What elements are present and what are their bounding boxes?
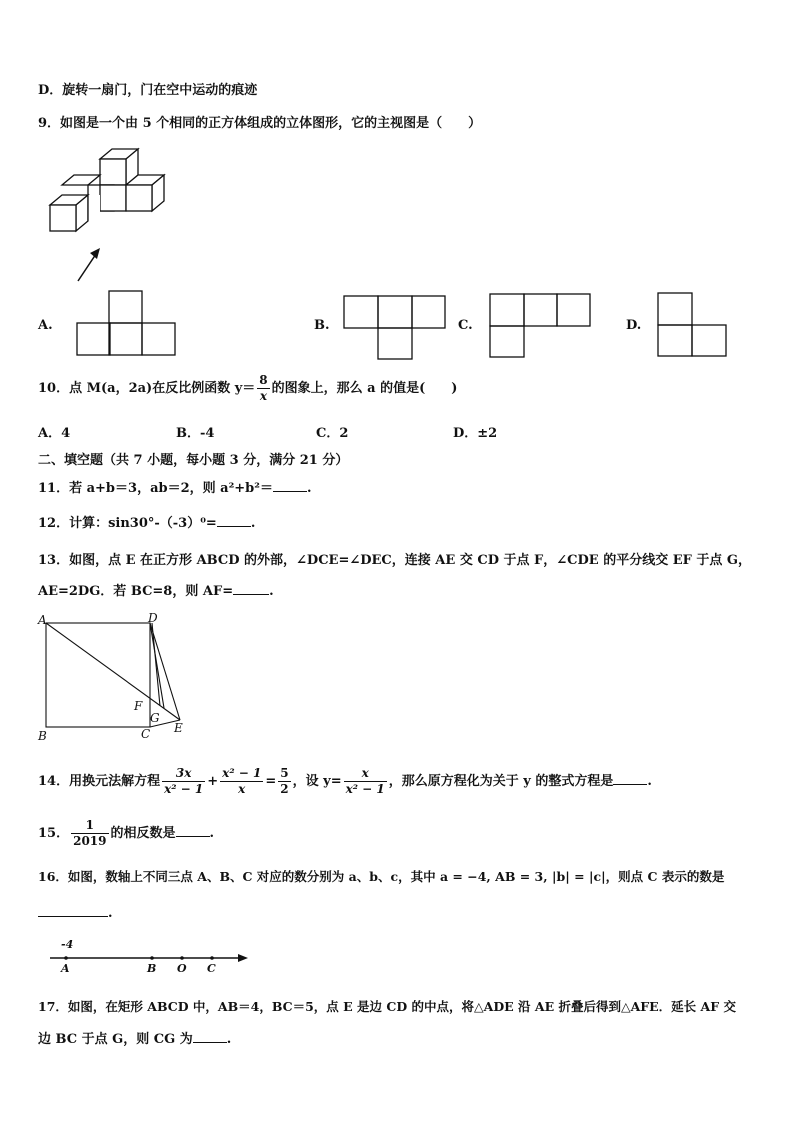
q15-frac-den: 2019 — [73, 834, 107, 848]
q14-frac-1-den: x² − 1 — [164, 782, 204, 796]
q10-frac-num: 8 — [259, 373, 268, 387]
q13-geometry-figure — [34, 612, 186, 744]
q13-line2 — [38, 582, 274, 601]
q15-stem-a: 15． — [38, 826, 70, 841]
q14-tail: . — [647, 774, 652, 789]
q15-fraction — [71, 818, 108, 849]
q16-answer-blank[interactable] — [38, 904, 108, 917]
q16-point-c — [210, 956, 214, 960]
q14-frac-4 — [344, 766, 387, 797]
q13-line1: 13．如图，点 E 在正方形 ABCD 的外部，∠DCE=∠DEC，连接 AE 交 CD 于点 F，∠CDE 的平分线交 EF 于点 G， — [38, 553, 752, 568]
q10-option-c[interactable]: C．2 — [316, 426, 349, 441]
q15-answer-blank[interactable] — [176, 824, 210, 837]
q13-line2-text: AE=2DG．若 BC=8，则 AF= — [38, 584, 234, 599]
q10-option-b[interactable]: B．-4 — [176, 426, 215, 441]
q9-option-d-label: D. — [626, 318, 642, 333]
q14-frac-2-den: x — [238, 782, 246, 796]
q16-number-line — [44, 936, 254, 976]
cube-stack — [50, 149, 164, 231]
q16-tick-label: -4 — [61, 938, 74, 951]
q14-frac-2-num: x² − 1 — [222, 766, 262, 780]
q15 — [38, 816, 214, 852]
q14-eq: = — [265, 774, 277, 789]
q10-option-d[interactable]: D．±2 — [453, 426, 498, 441]
q14-frac-3 — [278, 766, 290, 797]
q16-line1: 16．如图，数轴上不同三点 A、B、C 对应的数分别为 a、b、c，其中 a = −4, AB = 3, |b| = |c|，则点 C 表示的数是 — [38, 869, 725, 884]
q17-answer-blank[interactable] — [193, 1030, 227, 1043]
q16-tail: . — [108, 906, 113, 921]
q13-label-e: E — [174, 721, 183, 735]
q9-option-a-figure[interactable] — [76, 290, 178, 356]
q13-label-a: A — [38, 613, 47, 627]
q8-option-d: D．旋转一扇门，门在空中运动的痕迹 — [38, 83, 258, 98]
q16-label-c: C — [207, 962, 216, 975]
q14-stem-a: 14．用换元法解方程 — [38, 774, 161, 789]
q14-stem-c: ，那么原方程化为关于 y 的整式方程是 — [388, 774, 614, 789]
q14-frac-1 — [162, 766, 205, 797]
q16-axis-arrow — [238, 954, 248, 962]
q17-tail: . — [226, 1032, 232, 1047]
q10-stem-a: 10．点 M(a，2a)在反比例函数 y＝ — [38, 381, 256, 396]
q13-tail: . — [269, 584, 274, 599]
q14-frac-2 — [220, 766, 263, 797]
q10-frac-den: x — [259, 389, 268, 403]
view-arrow — [78, 248, 100, 281]
q9-3d-figure — [40, 145, 170, 295]
q9-option-d-figure[interactable] — [657, 292, 729, 358]
q14-frac-4-num: x — [344, 766, 387, 782]
q14-stem-b: ，设 y= — [292, 774, 342, 789]
q14-answer-blank[interactable] — [613, 772, 647, 785]
q16-label-b: B — [147, 962, 157, 975]
q16-line2 — [38, 904, 113, 923]
q16-label-o: O — [177, 962, 187, 975]
q13-answer-blank[interactable] — [233, 582, 269, 595]
q10-stem — [38, 372, 457, 406]
q16-point-a — [64, 956, 68, 960]
q9-option-b-figure[interactable] — [343, 295, 447, 361]
q17-line1: 17．如图，在矩形 ABCD 中，AB＝4，BC＝5，点 E 是边 CD 的中点，将△ADE 沿 AE 折叠后得到△AFE．延长 AF 交 — [38, 999, 736, 1014]
q17-line2 — [38, 1030, 231, 1049]
q10-fraction — [257, 373, 269, 404]
q9-stem: 9．如图是一个由 5 个相同的正方体组成的立体图形，它的主视图是（ ） — [38, 116, 482, 131]
q10-option-a[interactable]: A．4 — [38, 426, 71, 441]
q14 — [38, 764, 652, 800]
q14-frac-4-den: x² − 1 — [345, 782, 385, 796]
q16-point-o — [180, 956, 184, 960]
q10-stem-b: 的图象上，那么 a 的值是( ) — [271, 381, 458, 396]
q11-answer-blank[interactable] — [273, 479, 307, 492]
q11 — [38, 479, 311, 498]
q14-frac-3-num: 5 — [280, 766, 289, 780]
q14-plus: + — [207, 774, 219, 789]
q16-label-a: A — [61, 962, 70, 975]
q13-label-f: F — [134, 699, 143, 713]
q12 — [38, 514, 255, 533]
q14-frac-1-num: 3x — [162, 766, 205, 782]
q11-stem: 11．若 a+b＝3，ab＝2，则 a²+b²＝ — [38, 481, 273, 496]
q17-line2-text: 边 BC 于点 G，则 CG 为 — [38, 1032, 193, 1047]
q9-option-c-figure[interactable] — [489, 293, 593, 359]
q15-stem-b: 的相反数是 — [110, 826, 176, 841]
q15-frac-num: 1 — [71, 818, 108, 834]
q13-label-g: G — [150, 711, 160, 725]
q9-option-c-label: C. — [458, 318, 473, 333]
q12-answer-blank[interactable] — [217, 514, 251, 527]
q9-option-a-label: A. — [38, 318, 53, 333]
q12-tail: . — [250, 516, 256, 531]
q16-point-b — [150, 956, 154, 960]
q14-frac-3-den: 2 — [280, 782, 289, 796]
q13-label-c: C — [141, 727, 151, 741]
section-2-header: 二、填空题（共 7 小题，每小题 3 分，满分 21 分） — [38, 453, 349, 468]
q12-stem: 12．计算：sin30°-（-3）⁰= — [38, 516, 217, 531]
q13-label-d: D — [148, 612, 158, 625]
q13-label-b: B — [38, 729, 47, 743]
q15-tail: . — [209, 826, 215, 841]
q11-tail: . — [306, 481, 312, 496]
q9-option-b-label: B. — [314, 318, 330, 333]
